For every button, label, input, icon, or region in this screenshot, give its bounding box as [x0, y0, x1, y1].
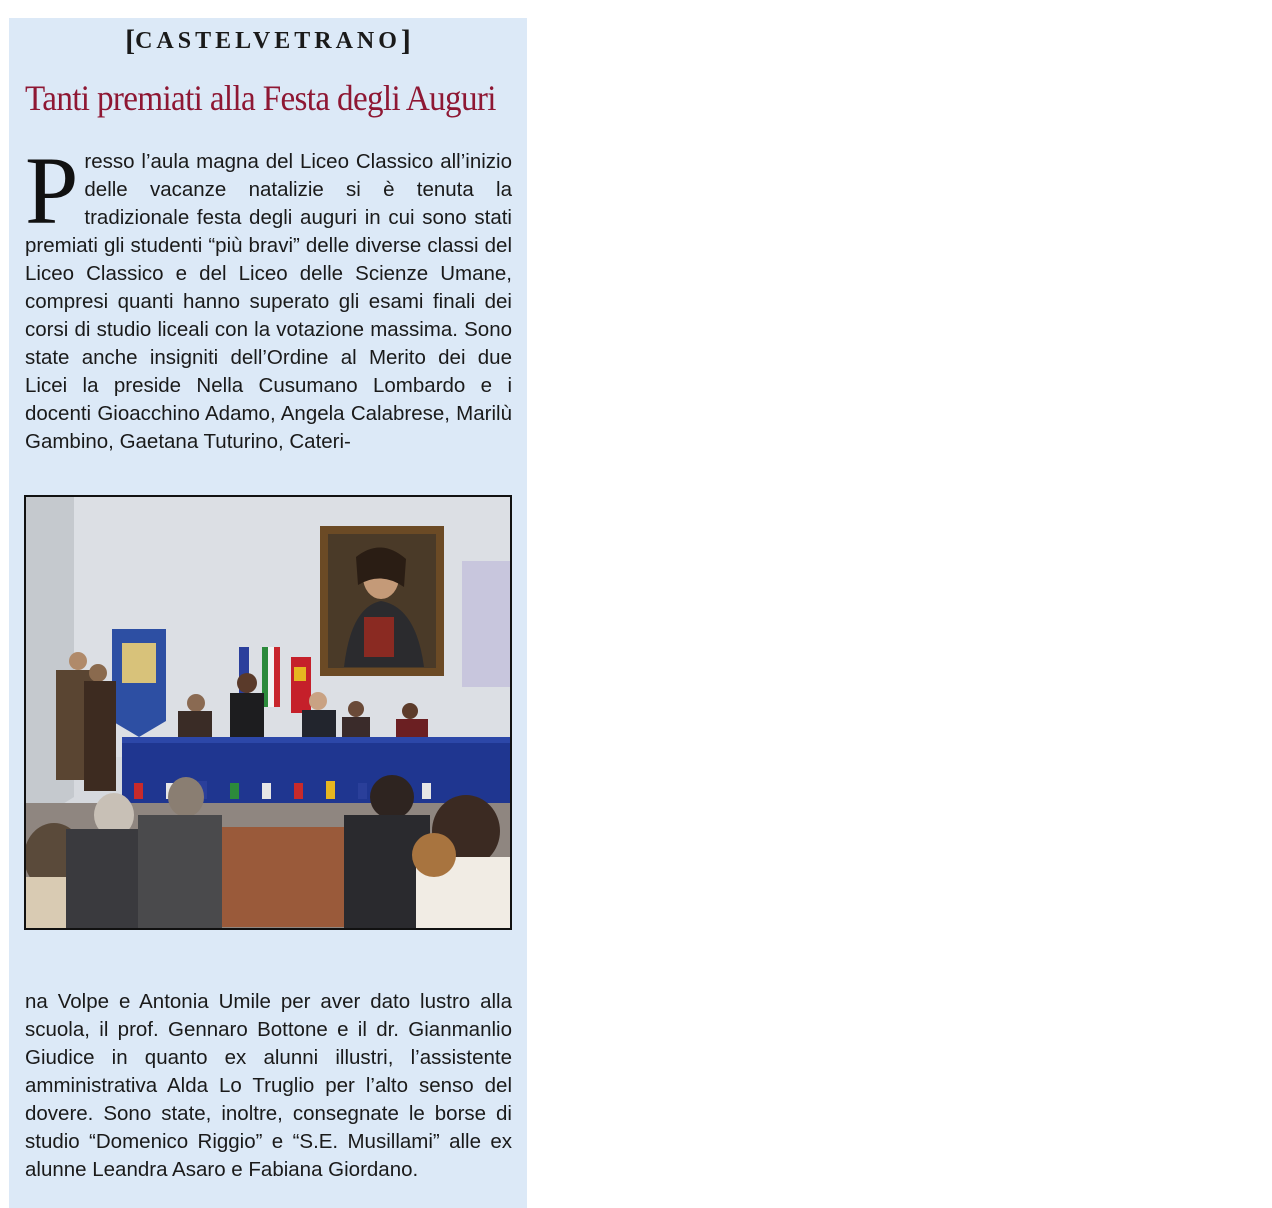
section-kicker	[9, 24, 527, 58]
article-body-text-1: resso l’aula magna del Liceo Classico all’inizio delle vacanze natalizie si è tenuta la tradizionale festa degli auguri in cui sono stati premiati gli studenti “più bravi” delle diverse classi del Liceo Classico e del Liceo delle Scienze Umane, compresi quanti hanno superato gli esami finali dei corsi di studio liceali con la votazione massima. Sono state anche insigniti dell’Ordine al Merito dei due Licei la preside Nella Cusumano Lombardo e i docenti Gioacchino Adamo, Angela Calabrese, Marilù Gambino, Gaetana Tuturino, Cateri-	[25, 150, 512, 453]
drop-cap: P	[25, 137, 79, 244]
article-body-part-2: na Volpe e Antonia Umile per aver dato lustro alla scuola, il prof. Gennaro Bottone e il dr. Gianmanlio Giudice in quanto ex alunni illustri, l’assistente amministrativa Alda Lo Truglio per l’alto senso del dovere. Sono state, inoltre, consegnate le borse di studio “Domenico Riggio” e “S.E. Musillami” alle ex alunne Leandra Asaro e Fabiana Giordano.	[25, 990, 512, 1181]
article-title: Tanti premiati alla Festa degli Auguri	[25, 78, 496, 118]
ceremony-photo	[24, 495, 512, 930]
kicker-close-bracket: ]	[400, 24, 411, 57]
photo-illustration	[26, 497, 510, 928]
kicker-label: CASTELVETRANO	[135, 28, 401, 54]
kicker-open-bracket: [	[125, 24, 136, 57]
article-body-part-1	[25, 137, 512, 456]
article-panel	[9, 18, 527, 1208]
